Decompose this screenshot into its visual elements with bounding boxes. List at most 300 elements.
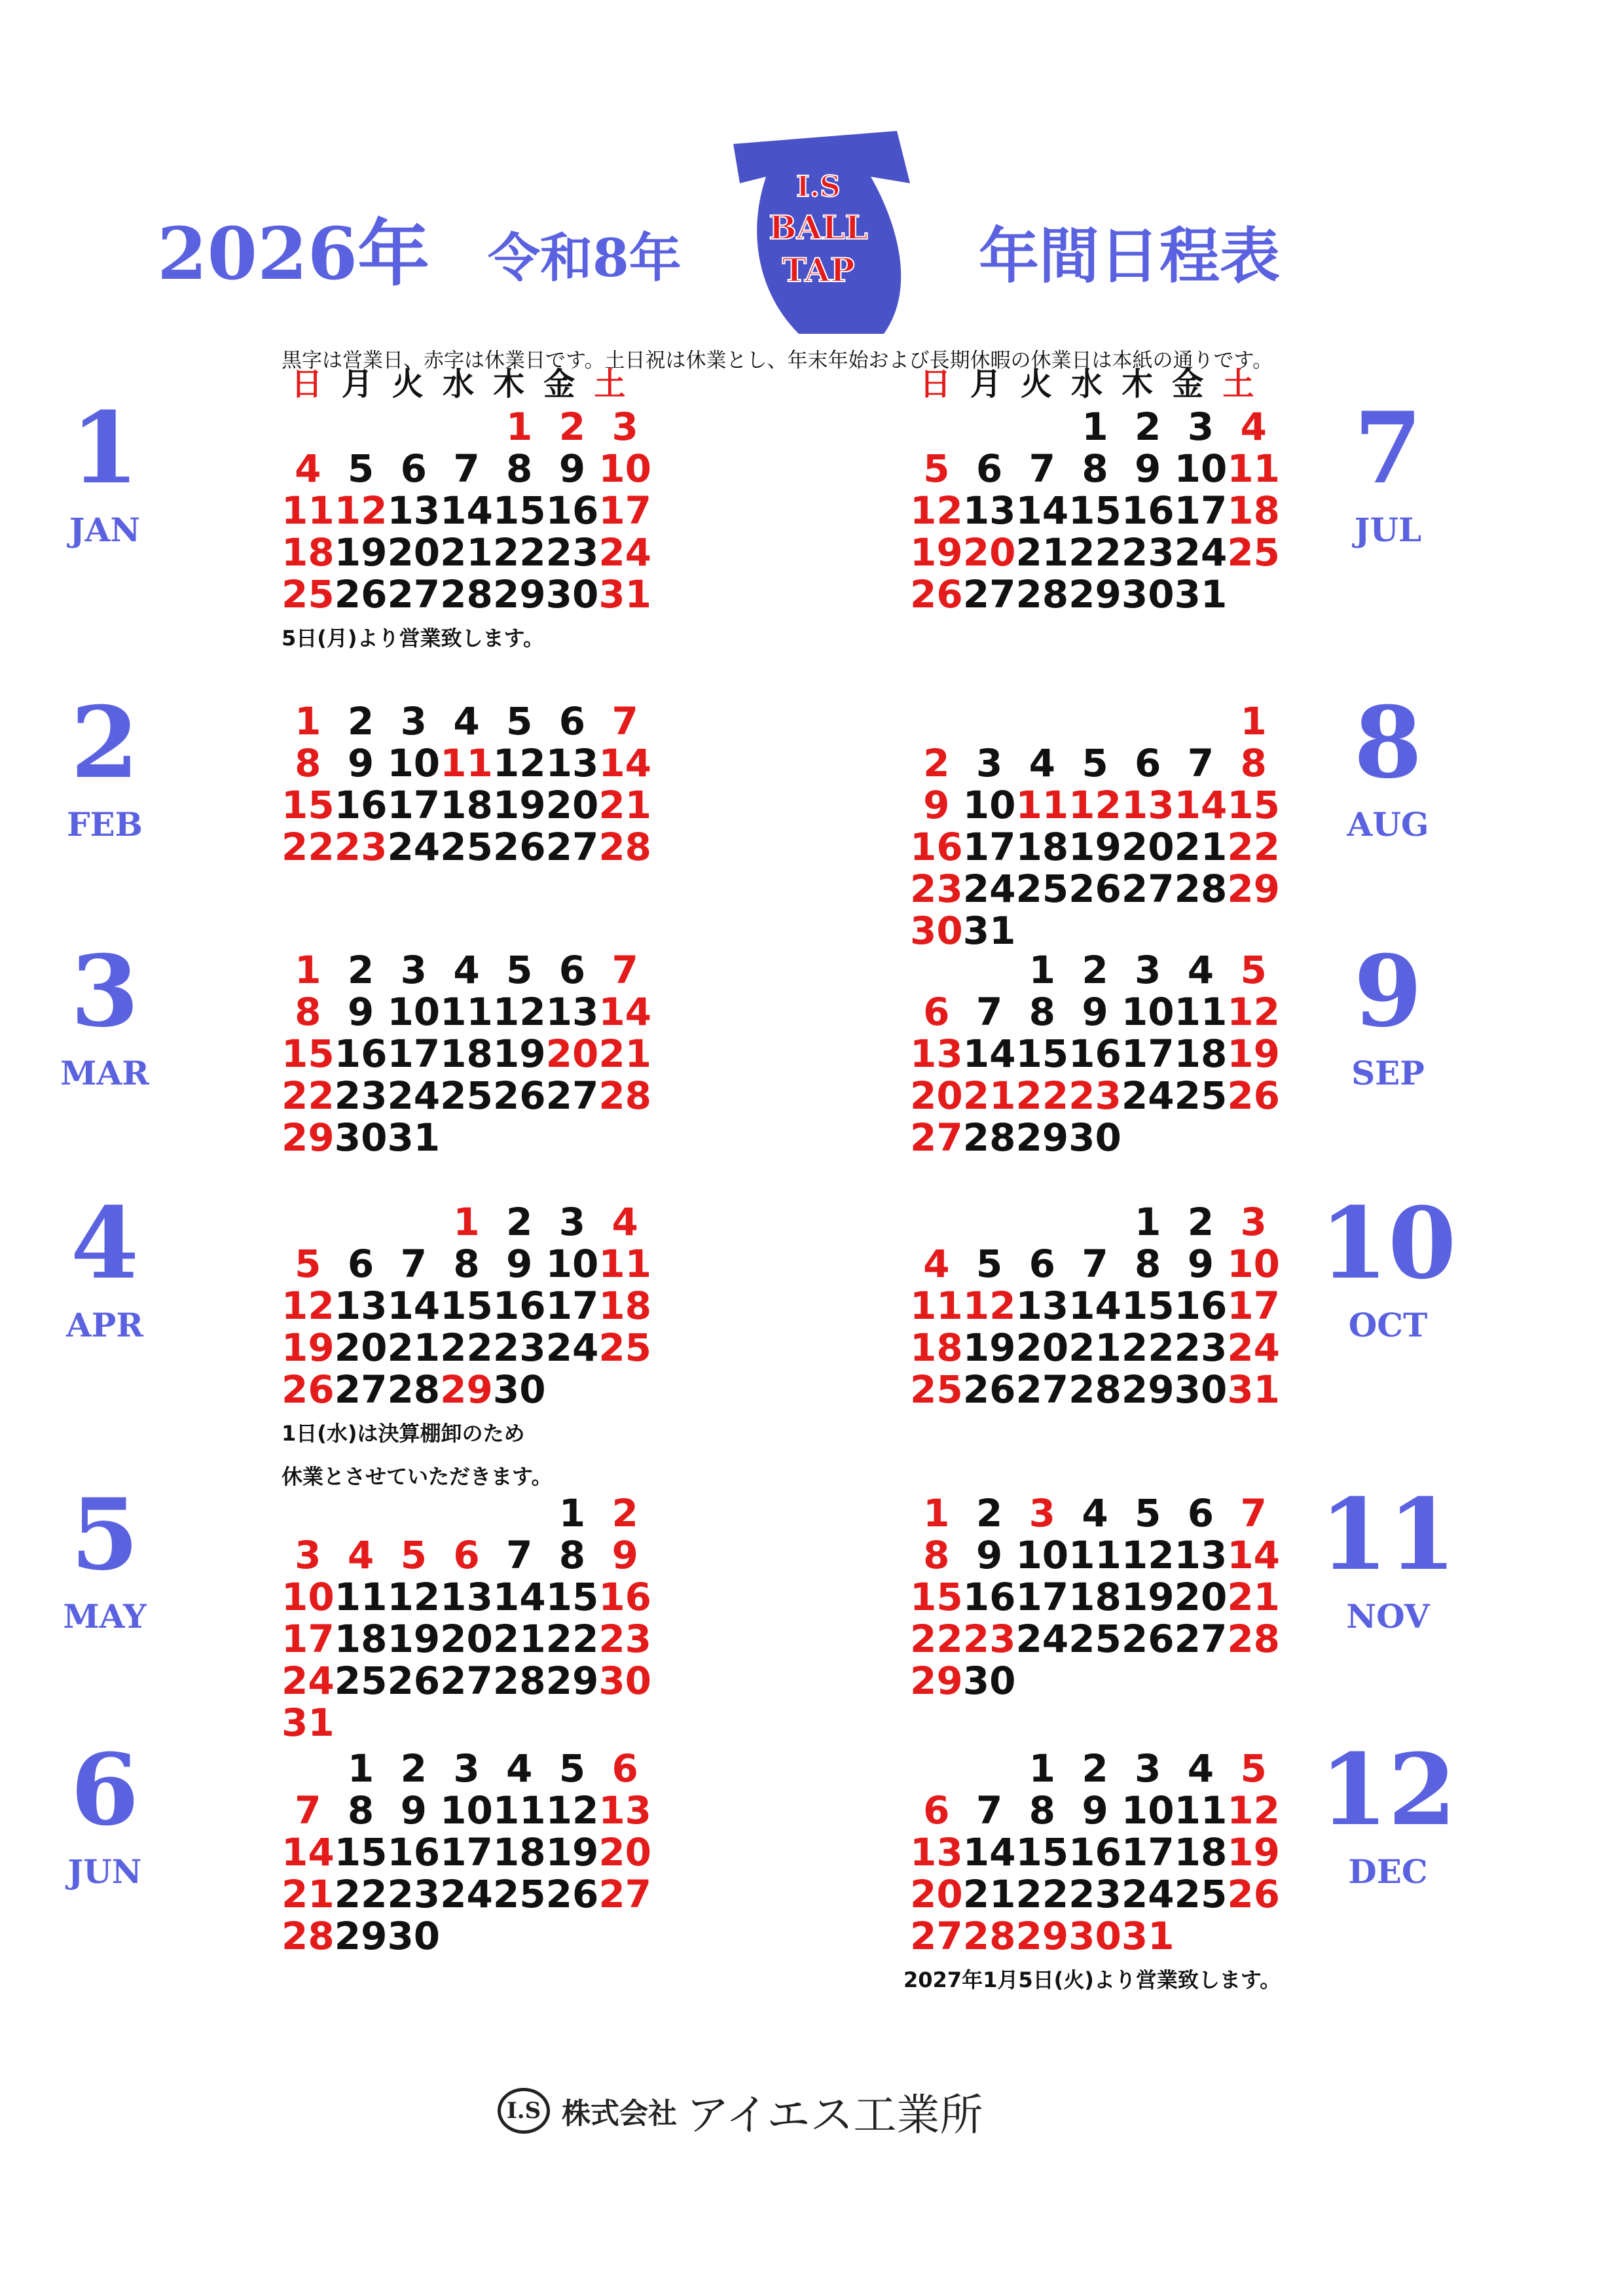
- day-cell: 13: [910, 1830, 963, 1874]
- day-cell: 16: [492, 1283, 546, 1328]
- day-cell: 16: [1121, 488, 1175, 533]
- day-cell: 29: [1121, 1367, 1175, 1412]
- day-cell: 22: [282, 1073, 335, 1118]
- day-cell: 17: [1121, 1830, 1175, 1874]
- month-calendar-apr: [282, 1200, 652, 1412]
- day-cell: 14: [962, 1031, 1016, 1076]
- day-cell: 2: [347, 699, 374, 744]
- month-calendar-aug: [910, 699, 1281, 953]
- day-cell: 28: [598, 825, 652, 869]
- day-cell: 25: [282, 572, 335, 617]
- day-grid: [282, 699, 652, 869]
- empty-cell: [1015, 406, 1068, 448]
- day-cell: 24: [1174, 530, 1228, 575]
- month-name: MAR: [60, 1054, 149, 1092]
- logo-text-1: I.S: [796, 170, 841, 204]
- day-cell: 21: [440, 530, 493, 575]
- day-cell: 11: [440, 741, 493, 785]
- day-cell: 6: [923, 990, 950, 1034]
- day-cell: 15: [492, 488, 546, 533]
- empty-cell: [335, 406, 388, 448]
- day-cell: 26: [492, 1073, 546, 1118]
- month-name: AUG: [1347, 805, 1429, 844]
- day-cell: 1: [1029, 1746, 1055, 1791]
- day-cell: 19: [962, 1325, 1016, 1370]
- day-cell: 30: [598, 1659, 652, 1703]
- month-name: DEC: [1348, 1852, 1428, 1891]
- day-cell: 2: [611, 1491, 638, 1535]
- day-cell: 19: [387, 1617, 441, 1661]
- month-calendar-jul: [910, 363, 1281, 617]
- empty-cell: [1122, 700, 1175, 742]
- month-note: 2027年1月5日(火)より営業致します。: [903, 1967, 1281, 1992]
- day-cell: 28: [1015, 572, 1069, 617]
- day-cell: 12: [1227, 990, 1281, 1034]
- day-cell: 21: [1174, 825, 1228, 869]
- day-cell: 30: [334, 1115, 388, 1160]
- weekday-header: [910, 363, 1264, 406]
- day-cell: 1: [506, 404, 533, 449]
- day-cell: 20: [545, 783, 599, 827]
- day-cell: 1: [453, 1200, 480, 1244]
- day-cell: 10: [1015, 1533, 1069, 1577]
- month-name: NOV: [1346, 1597, 1430, 1636]
- day-cell: 13: [545, 990, 599, 1034]
- day-cell: 23: [962, 1617, 1016, 1661]
- day-cell: 13: [334, 1283, 388, 1328]
- day-cell: 20: [1174, 1575, 1228, 1619]
- day-cell: 18: [1227, 488, 1281, 533]
- day-cell: 14: [440, 488, 493, 533]
- day-cell: 12: [492, 990, 546, 1034]
- day-cell: 26: [910, 572, 963, 617]
- day-cell: 4: [1187, 1746, 1214, 1791]
- day-cell: 23: [545, 530, 599, 575]
- day-cell: 11: [1227, 446, 1281, 491]
- day-cell: 24: [598, 530, 652, 575]
- day-cell: 15: [545, 1575, 599, 1619]
- day-cell: 17: [962, 825, 1016, 869]
- day-cell: 5: [347, 446, 374, 491]
- day-cell: 19: [492, 1031, 546, 1076]
- day-cell: 22: [440, 1325, 493, 1370]
- day-cell: 7: [976, 1788, 1003, 1833]
- day-cell: 9: [1187, 1242, 1214, 1286]
- day-cell: 11: [910, 1283, 963, 1328]
- day-cell: 30: [1068, 1914, 1122, 1958]
- day-cell: 8: [453, 1242, 480, 1286]
- day-cell: 13: [1015, 1283, 1069, 1328]
- day-cell: 28: [1174, 867, 1228, 911]
- empty-cell: [963, 1748, 1016, 1789]
- day-cell: 16: [334, 783, 388, 827]
- day-cell: 19: [282, 1325, 335, 1370]
- day-cell: 4: [1029, 741, 1055, 785]
- day-cell: 20: [910, 1073, 963, 1118]
- day-cell: 16: [387, 1830, 441, 1874]
- day-cell: 25: [440, 1073, 493, 1118]
- day-cell: 22: [1068, 530, 1122, 575]
- day-cell: 26: [387, 1659, 441, 1703]
- day-cell: 31: [1227, 1367, 1281, 1412]
- day-cell: 17: [282, 1617, 335, 1661]
- day-cell: 1: [1240, 699, 1267, 744]
- day-cell: 10: [545, 1242, 599, 1286]
- day-cell: 24: [1227, 1325, 1281, 1370]
- day-cell: 11: [1174, 990, 1228, 1034]
- day-cell: 15: [910, 1575, 963, 1619]
- day-cell: 23: [334, 1073, 388, 1118]
- day-cell: 26: [545, 1872, 599, 1916]
- empty-cell: [1175, 700, 1228, 742]
- day-cell: 27: [910, 1115, 963, 1160]
- day-cell: 22: [545, 1617, 599, 1661]
- day-cell: 17: [387, 1031, 441, 1076]
- day-cell: 12: [962, 1283, 1016, 1328]
- day-cell: 8: [1029, 990, 1055, 1034]
- empty-cell: [963, 1201, 1016, 1243]
- day-cell: 10: [440, 1788, 493, 1833]
- day-grid: [910, 404, 1281, 617]
- day-cell: 19: [1068, 825, 1122, 869]
- day-cell: 17: [1015, 1575, 1069, 1619]
- month-calendar-jan: [282, 363, 652, 617]
- day-cell: 5: [923, 446, 950, 491]
- day-cell: 28: [598, 1073, 652, 1118]
- day-cell: 26: [1068, 867, 1122, 911]
- day-cell: 7: [453, 446, 480, 491]
- day-cell: 13: [387, 488, 441, 533]
- day-cell: 23: [598, 1617, 652, 1661]
- day-cell: 26: [1227, 1073, 1281, 1118]
- day-cell: 26: [1121, 1617, 1175, 1661]
- day-cell: 23: [334, 825, 388, 869]
- footer-company: [498, 2081, 983, 2140]
- day-cell: 6: [400, 446, 427, 491]
- month-calendar-oct: [910, 1200, 1281, 1412]
- month-number: 11: [1319, 1477, 1457, 1592]
- day-cell: 23: [1068, 1872, 1122, 1916]
- day-cell: 9: [611, 1533, 638, 1577]
- day-cell: 27: [962, 572, 1016, 617]
- month-name: JUN: [67, 1852, 142, 1891]
- day-cell: 12: [334, 488, 388, 533]
- day-cell: 28: [1227, 1617, 1281, 1661]
- day-cell: 10: [1174, 446, 1228, 491]
- day-cell: 4: [611, 1200, 638, 1244]
- logo-text-2: BALL: [769, 208, 868, 247]
- day-cell: 21: [387, 1325, 441, 1370]
- day-cell: 5: [506, 948, 533, 992]
- month-number: 12: [1319, 1732, 1457, 1848]
- day-cell: 3: [1240, 1200, 1267, 1244]
- day-grid: [282, 948, 652, 1160]
- day-cell: 27: [440, 1659, 493, 1703]
- day-cell: 2: [347, 948, 374, 992]
- day-cell: 18: [282, 530, 335, 575]
- day-cell: 21: [492, 1617, 546, 1661]
- day-cell: 24: [1015, 1617, 1069, 1661]
- day-cell: 21: [598, 1031, 652, 1076]
- day-cell: 26: [962, 1367, 1016, 1412]
- month-note: 5日(月)より営業致します。: [282, 626, 544, 651]
- day-cell: 8: [1240, 741, 1267, 785]
- empty-cell: [335, 1492, 388, 1534]
- day-cell: 15: [1068, 488, 1122, 533]
- day-cell: 14: [1174, 783, 1228, 827]
- day-cell: 11: [1068, 1533, 1122, 1577]
- day-cell: 7: [1240, 1491, 1267, 1535]
- legend-notice: 黒字は営業日、赤字は休業日です。土日祝は休業とし、年末年始および長期休暇の休業日は本紙の通りです。: [282, 349, 1273, 372]
- day-cell: 30: [492, 1367, 546, 1412]
- weekday-label: 土: [594, 366, 626, 403]
- day-grid: [910, 948, 1281, 1160]
- day-cell: 19: [492, 783, 546, 827]
- day-cell: 21: [1068, 1325, 1122, 1370]
- month-number: 8: [1353, 685, 1423, 800]
- day-cell: 6: [558, 948, 586, 992]
- day-cell: 9: [347, 741, 374, 785]
- day-cell: 1: [923, 1491, 950, 1535]
- day-cell: 28: [962, 1914, 1016, 1958]
- weekday-label: 火: [392, 366, 424, 403]
- day-cell: 15: [282, 1031, 335, 1076]
- day-cell: 14: [598, 741, 652, 785]
- day-cell: 24: [440, 1872, 493, 1916]
- day-cell: 24: [962, 867, 1016, 911]
- day-cell: 5: [1082, 741, 1108, 785]
- day-cell: 23: [492, 1325, 546, 1370]
- day-cell: 5: [558, 1746, 586, 1791]
- day-cell: 16: [1068, 1031, 1122, 1076]
- day-cell: 1: [347, 1746, 374, 1791]
- day-cell: 5: [295, 1242, 321, 1286]
- day-cell: 16: [1068, 1830, 1122, 1874]
- month-name: OCT: [1348, 1306, 1428, 1344]
- day-cell: 2: [558, 404, 586, 449]
- day-cell: 15: [1121, 1283, 1175, 1328]
- day-cell: 31: [598, 572, 652, 617]
- weekday-label: 水: [1070, 366, 1103, 403]
- month-number: 6: [70, 1732, 139, 1848]
- month-name: JUL: [1354, 511, 1422, 549]
- day-cell: 26: [1227, 1872, 1281, 1916]
- day-cell: 7: [1029, 446, 1055, 491]
- weekday-label: 水: [442, 366, 474, 403]
- day-cell: 24: [1121, 1073, 1175, 1118]
- day-cell: 22: [334, 1872, 388, 1916]
- day-cell: 20: [1015, 1325, 1069, 1370]
- day-cell: 5: [976, 1242, 1003, 1286]
- day-cell: 22: [1227, 825, 1281, 869]
- day-cell: 12: [387, 1575, 441, 1619]
- day-cell: 25: [1015, 867, 1069, 911]
- day-cell: 16: [1174, 1283, 1228, 1328]
- day-cell: 1: [558, 1491, 586, 1535]
- day-cell: 4: [1187, 948, 1214, 992]
- day-cell: 27: [1121, 867, 1175, 911]
- day-cell: 10: [598, 446, 652, 491]
- day-cell: 19: [334, 530, 388, 575]
- day-cell: 26: [492, 825, 546, 869]
- day-cell: 2: [976, 1491, 1003, 1535]
- empty-cell: [387, 406, 440, 448]
- day-cell: 4: [347, 1533, 374, 1577]
- day-cell: 6: [923, 1788, 950, 1833]
- day-cell: 21: [1227, 1575, 1281, 1619]
- day-cell: 3: [295, 1533, 321, 1577]
- month-number: 3: [70, 934, 139, 1049]
- day-grid: [910, 1491, 1281, 1703]
- day-cell: 12: [545, 1788, 599, 1833]
- empty-cell: [963, 700, 1016, 742]
- day-cell: 8: [506, 446, 533, 491]
- day-cell: 19: [545, 1830, 599, 1874]
- day-cell: 21: [962, 1872, 1016, 1916]
- day-cell: 31: [1121, 1914, 1175, 1958]
- month-calendar-feb: [282, 699, 652, 869]
- empty-cell: [282, 406, 335, 448]
- day-cell: 6: [453, 1533, 480, 1577]
- day-cell: 18: [598, 1283, 652, 1328]
- day-cell: 20: [545, 1031, 599, 1076]
- day-cell: 23: [387, 1872, 441, 1916]
- day-cell: 30: [1121, 572, 1175, 617]
- day-cell: 12: [282, 1283, 335, 1328]
- day-cell: 14: [492, 1575, 546, 1619]
- month-calendar-dec: [910, 1746, 1281, 1958]
- day-cell: 18: [440, 1031, 493, 1076]
- month-name: APR: [66, 1306, 143, 1344]
- day-cell: 2: [1187, 1200, 1214, 1244]
- day-cell: 18: [1015, 825, 1069, 869]
- day-cell: 10: [387, 990, 441, 1034]
- day-cell: 6: [1135, 741, 1161, 785]
- day-cell: 19: [1227, 1830, 1281, 1874]
- day-cell: 2: [400, 1746, 427, 1791]
- day-cell: 12: [1227, 1788, 1281, 1833]
- day-cell: 27: [1174, 1617, 1228, 1661]
- day-cell: 13: [910, 1031, 963, 1076]
- weekday-label: 土: [1222, 366, 1254, 403]
- day-cell: 30: [545, 572, 599, 617]
- day-cell: 7: [295, 1788, 321, 1833]
- month-number: 5: [70, 1477, 139, 1592]
- empty-cell: [963, 406, 1016, 448]
- day-cell: 7: [1187, 741, 1214, 785]
- day-cell: 27: [387, 572, 441, 617]
- day-cell: 13: [545, 741, 599, 785]
- day-cell: 21: [1015, 530, 1069, 575]
- day-cell: 10: [1121, 1788, 1175, 1833]
- day-cell: 29: [334, 1914, 388, 1958]
- day-cell: 9: [923, 783, 950, 827]
- day-cell: 3: [1135, 1746, 1161, 1791]
- day-cell: 30: [1068, 1115, 1122, 1160]
- empty-cell: [387, 1201, 440, 1243]
- reiwa-title: 令和8年: [488, 227, 682, 289]
- weekday-header: [282, 363, 635, 406]
- empty-cell: [1015, 700, 1068, 742]
- day-cell: 29: [282, 1115, 335, 1160]
- day-cell: 18: [910, 1325, 963, 1370]
- day-cell: 22: [1015, 1073, 1069, 1118]
- day-cell: 16: [598, 1575, 652, 1619]
- day-cell: 6: [347, 1242, 374, 1286]
- day-cell: 9: [1082, 1788, 1108, 1833]
- day-cell: 28: [282, 1914, 335, 1958]
- day-cell: 27: [334, 1367, 388, 1412]
- day-cell: 3: [1029, 1491, 1055, 1535]
- month-calendar-jun: [282, 1746, 652, 1958]
- day-cell: 30: [962, 1659, 1016, 1703]
- day-cell: 18: [1174, 1830, 1228, 1874]
- day-cell: 27: [910, 1914, 963, 1958]
- day-cell: 4: [1082, 1491, 1108, 1535]
- day-cell: 8: [1082, 446, 1108, 491]
- day-cell: 20: [962, 530, 1016, 575]
- day-cell: 20: [387, 530, 441, 575]
- day-cell: 22: [1015, 1872, 1069, 1916]
- day-cell: 9: [400, 1788, 427, 1833]
- day-cell: 6: [558, 699, 586, 744]
- company-name: アイエス工業所: [686, 2089, 983, 2140]
- empty-cell: [282, 1748, 335, 1789]
- day-cell: 9: [1135, 446, 1161, 491]
- weekday-label: 火: [1020, 366, 1052, 403]
- day-cell: 17: [598, 488, 652, 533]
- day-cell: 30: [387, 1914, 441, 1958]
- day-cell: 29: [492, 572, 546, 617]
- day-cell: 3: [453, 1746, 480, 1791]
- day-cell: 2: [506, 1200, 533, 1244]
- day-cell: 25: [598, 1325, 652, 1370]
- empty-cell: [910, 1201, 963, 1243]
- day-cell: 22: [910, 1617, 963, 1661]
- day-cell: 25: [1174, 1872, 1228, 1916]
- day-cell: 15: [1015, 1830, 1069, 1874]
- day-cell: 12: [1121, 1533, 1175, 1577]
- day-cell: 4: [1240, 404, 1267, 449]
- month-calendar-nov: [910, 1491, 1281, 1703]
- day-grid: [910, 1200, 1281, 1412]
- weekday-label: 金: [1172, 366, 1204, 403]
- day-cell: 1: [295, 948, 321, 992]
- day-cell: 12: [910, 488, 963, 533]
- day-cell: 25: [1174, 1073, 1228, 1118]
- company-prefix: 株式会社: [562, 2097, 677, 2130]
- day-cell: 12: [492, 741, 546, 785]
- day-cell: 11: [1015, 783, 1069, 827]
- day-grid: [910, 1746, 1281, 1958]
- month-name: JAN: [69, 511, 141, 549]
- day-cell: 25: [1227, 530, 1281, 575]
- day-cell: 17: [545, 1283, 599, 1328]
- empty-cell: [1068, 1201, 1122, 1243]
- day-cell: 25: [1068, 1617, 1122, 1661]
- day-grid: [282, 1491, 652, 1745]
- day-cell: 23: [1174, 1325, 1228, 1370]
- day-cell: 25: [492, 1872, 546, 1916]
- day-cell: 27: [545, 1073, 599, 1118]
- day-cell: 2: [1082, 1746, 1108, 1791]
- day-cell: 21: [282, 1872, 335, 1916]
- day-cell: 13: [962, 488, 1016, 533]
- day-cell: 8: [347, 1788, 374, 1833]
- day-cell: 26: [334, 572, 388, 617]
- day-cell: 7: [976, 990, 1003, 1034]
- month-calendar-mar: [282, 948, 652, 1160]
